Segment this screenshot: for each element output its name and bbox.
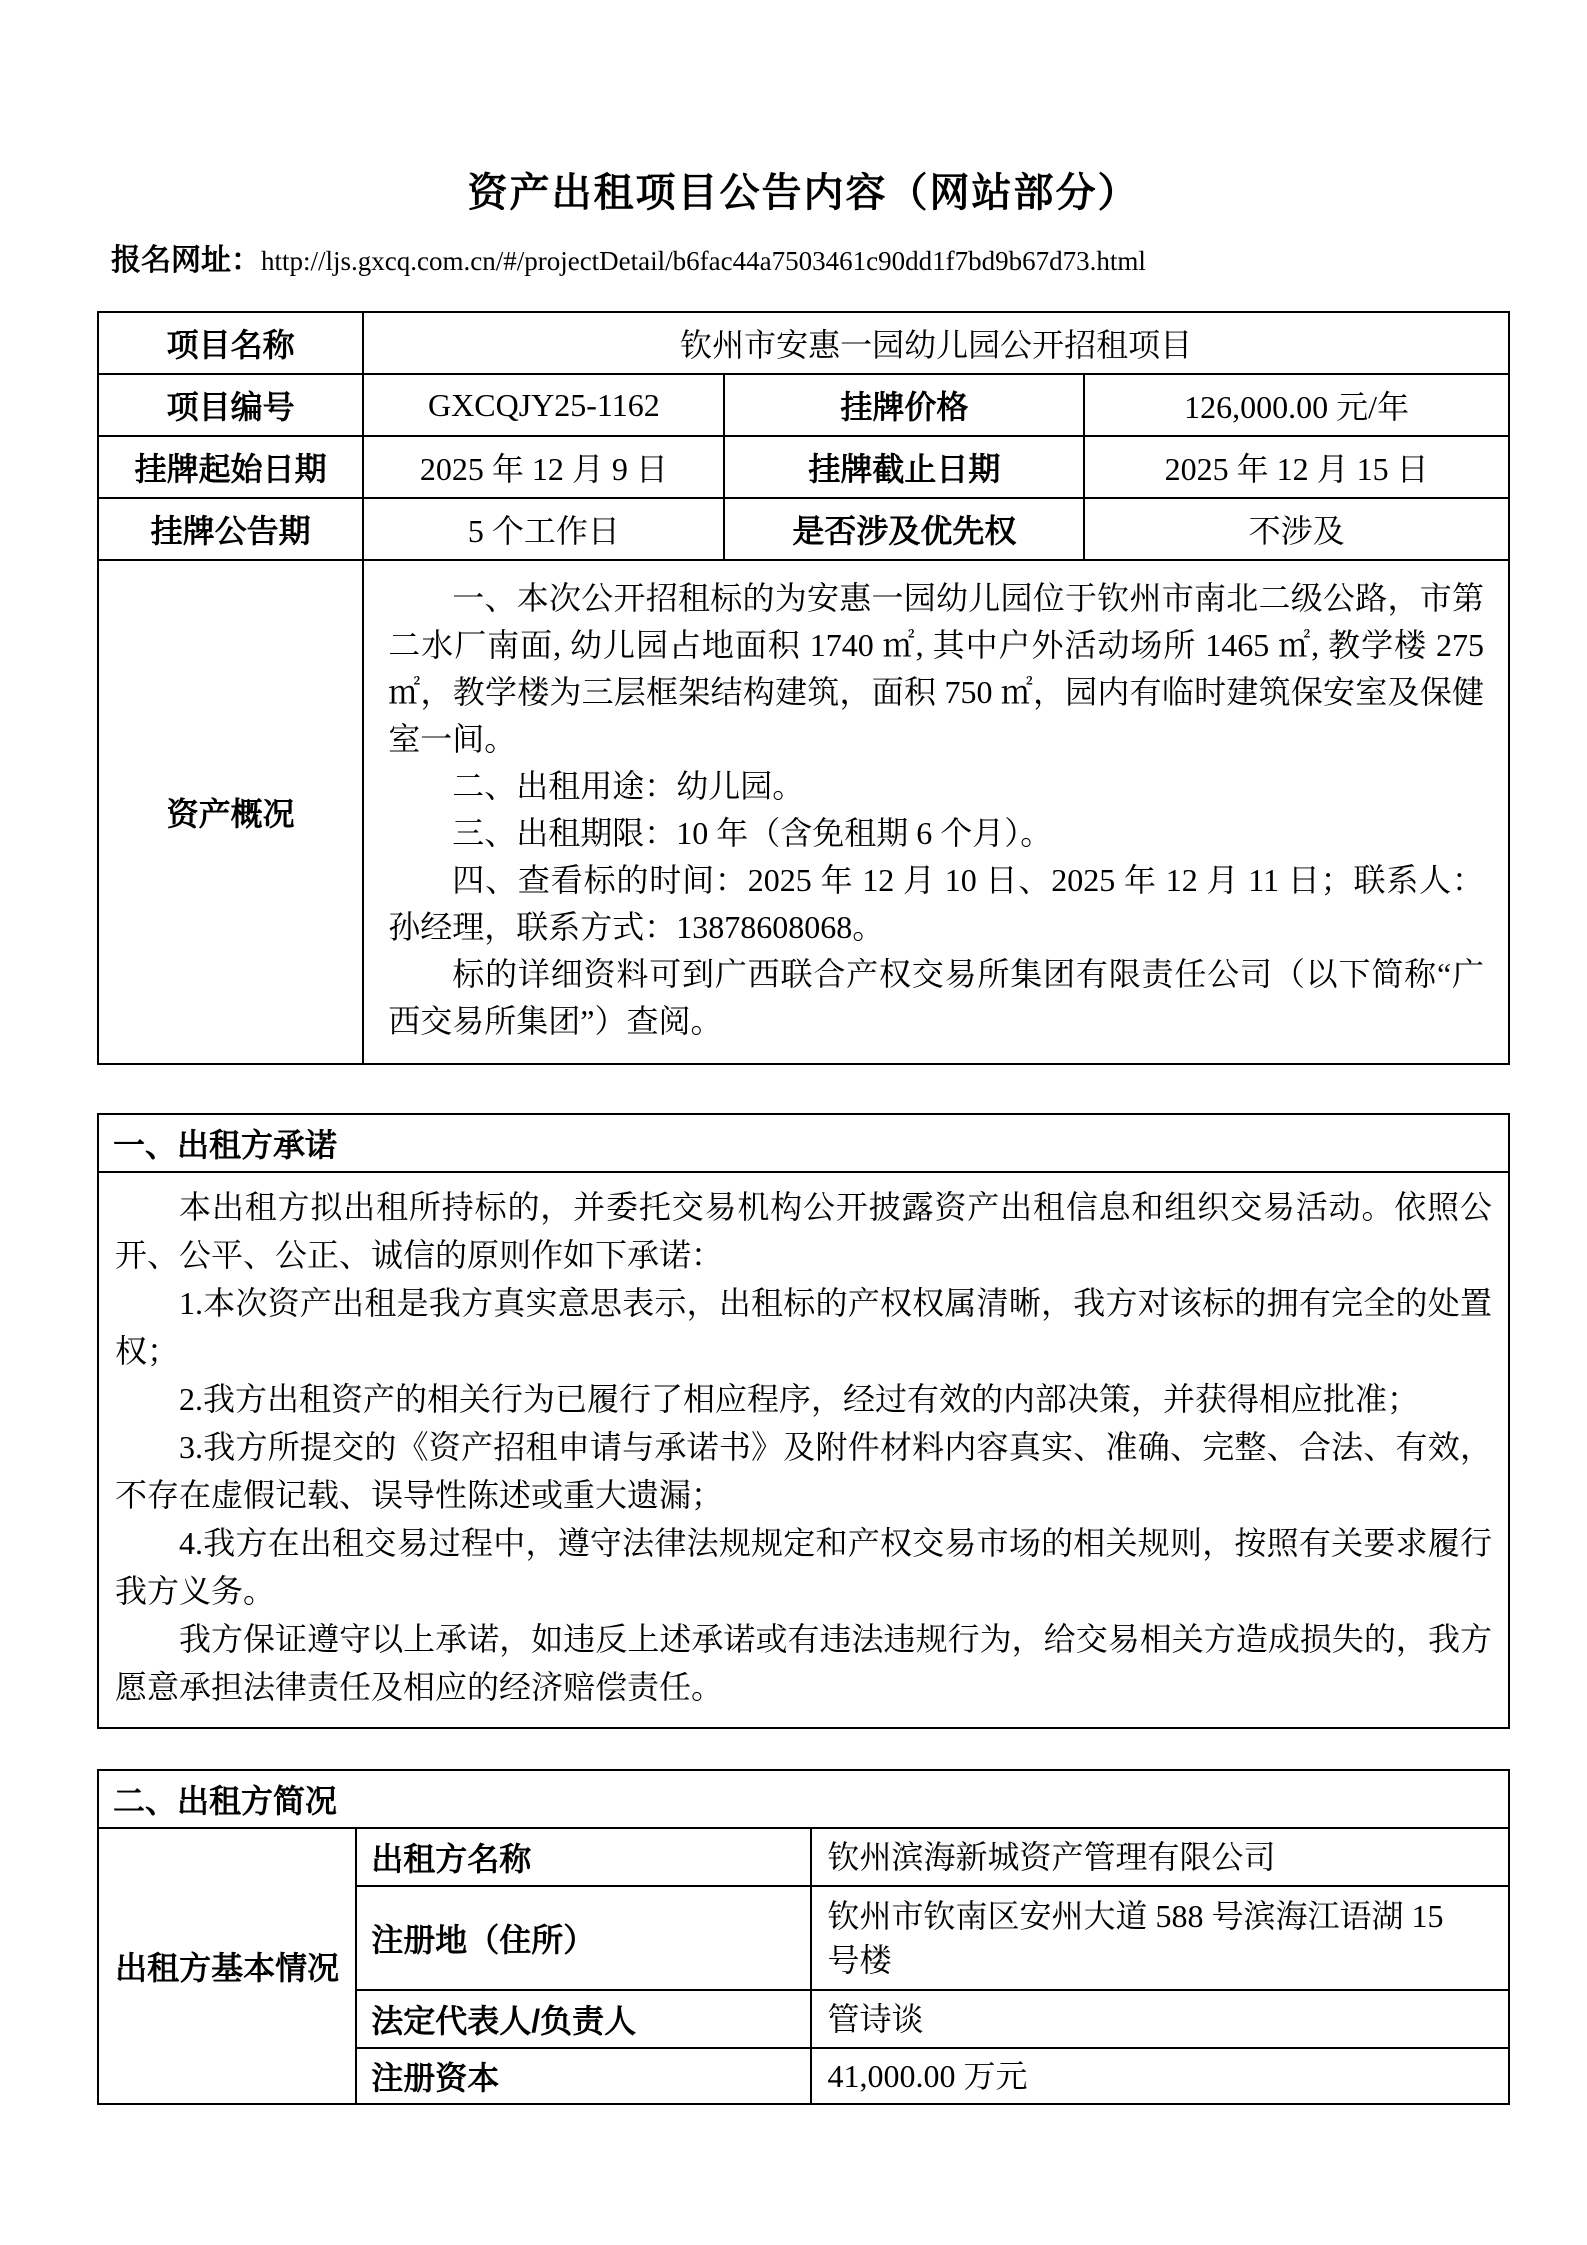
asset-overview-cell bbox=[363, 560, 1509, 1064]
legal-representative-value: 管诗谈 bbox=[811, 1990, 1509, 2048]
commitment-paragraph: 本出租方拟出租所持标的，并委托交易机构公开披露资产出租信息和组织交易活动。依照公开、公平、公正、诚信的原则作如下承诺： bbox=[115, 1189, 1492, 1273]
project-name-label: 项目名称 bbox=[98, 312, 363, 374]
project-code-label: 项目编号 bbox=[98, 374, 363, 436]
table-row bbox=[98, 1172, 1509, 1728]
project-code-value: GXCQJY25-1162 bbox=[363, 374, 724, 436]
table-row bbox=[98, 1114, 1509, 1172]
notice-period-value: 5 个工作日 bbox=[363, 498, 724, 560]
registered-address-value: 钦州市钦南区安州大道 588 号滨海江语湖 15 号楼 bbox=[811, 1886, 1509, 1990]
signup-label: 报名网址： bbox=[111, 244, 261, 277]
listing-end-label: 挂牌截止日期 bbox=[724, 436, 1084, 498]
listing-start-value: 2025 年 12 月 9 日 bbox=[363, 436, 724, 498]
registered-capital-label: 注册资本 bbox=[356, 2048, 810, 2104]
legal-representative-label: 法定代表人/负责人 bbox=[356, 1990, 810, 2048]
asset-overview-paragraph: 三、出租期限：10 年（含免租期 6 个月）。 bbox=[452, 815, 1053, 851]
listing-start-label: 挂牌起始日期 bbox=[98, 436, 363, 498]
asset-overview-label: 资产概况 bbox=[98, 560, 363, 1064]
signup-line bbox=[111, 242, 1510, 281]
table-row bbox=[98, 312, 1509, 374]
asset-overview-paragraph: 标的详细资料可到广西联合产权交易所集团有限责任公司（以下简称“广西交易所集团”）查阅。 bbox=[388, 956, 1484, 1039]
table-row bbox=[98, 374, 1509, 436]
document-title: 资产出租项目公告内容（网站部分） bbox=[467, 170, 1140, 215]
lessor-name-label: 出租方名称 bbox=[356, 1828, 810, 1886]
lessor-basic-info-label: 出租方基本情况 bbox=[98, 1828, 356, 2104]
lessor-commitment-body bbox=[98, 1172, 1509, 1728]
table-row bbox=[98, 498, 1509, 560]
signup-url: http://ljs.gxcq.com.cn/#/projectDetail/b6fac44a7503461c90dd1f7bd9b67d73.html bbox=[261, 246, 1146, 276]
commitment-paragraph: 4.我方在出租交易过程中，遵守法律法规规定和产权交易市场的相关规则，按照有关要求履行我方义务。 bbox=[115, 1525, 1492, 1609]
lessor-name-value: 钦州滨海新城资产管理有限公司 bbox=[811, 1828, 1509, 1886]
registered-capital-value: 41,000.00 万元 bbox=[811, 2048, 1509, 2104]
table-row bbox=[98, 1770, 1509, 1828]
asset-overview-paragraph: 二、出租用途：幼儿园。 bbox=[452, 768, 805, 804]
table-row bbox=[98, 560, 1509, 1064]
project-info-table bbox=[97, 311, 1510, 1065]
lessor-commitment-section bbox=[97, 1113, 1510, 1729]
priority-value: 不涉及 bbox=[1084, 498, 1509, 560]
lessor-profile-section bbox=[97, 1769, 1510, 2105]
project-name-value: 钦州市安惠一园幼儿园公开招租项目 bbox=[363, 312, 1509, 374]
listing-price-label: 挂牌价格 bbox=[724, 374, 1084, 436]
lessor-profile-heading: 二、出租方简况 bbox=[98, 1770, 1509, 1828]
registered-address-label: 注册地（住所） bbox=[356, 1886, 810, 1990]
lessor-commitment-heading: 一、出租方承诺 bbox=[98, 1114, 1509, 1172]
commitment-paragraph: 1.本次资产出租是我方真实意思表示，出租标的产权权属清晰，我方对该标的拥有完全的处置权； bbox=[115, 1285, 1492, 1369]
commitment-paragraph: 我方保证遵守以上承诺，如违反上述承诺或有违法违规行为，给交易相关方造成损失的，我方愿意承担法律责任及相应的经济赔偿责任。 bbox=[115, 1621, 1492, 1705]
listing-end-value: 2025 年 12 月 15 日 bbox=[1084, 436, 1509, 498]
commitment-paragraph: 3.我方所提交的《资产招租申请与承诺书》及附件材料内容真实、准确、完整、合法、有效，不存在虚假记载、误导性陈述或重大遗漏； bbox=[115, 1429, 1492, 1513]
commitment-paragraph: 2.我方出租资产的相关行为已履行了相应程序，经过有效的内部决策，并获得相应批准； bbox=[179, 1381, 1420, 1417]
listing-price-value: 126,000.00 元/年 bbox=[1084, 374, 1509, 436]
table-row bbox=[98, 1828, 1509, 1886]
asset-overview-paragraph: 一、本次公开招租标的为安惠一园幼儿园位于钦州市南北二级公路，市第二水厂南面, 幼儿园占地面积 1740 ㎡, 其中户外活动场所 1465 ㎡, 教学楼 275 ㎡，教学楼为三层框架结构建筑，面积 750 ㎡，园内有临时建筑保安室及保健室一间。 bbox=[388, 580, 1484, 757]
priority-label: 是否涉及优先权 bbox=[724, 498, 1084, 560]
table-row bbox=[98, 436, 1509, 498]
notice-period-label: 挂牌公告期 bbox=[98, 498, 363, 560]
asset-overview-paragraph: 四、查看标的时间：2025 年 12 月 10 日、2025 年 12 月 11 日；联系人：孙经理，联系方式：13878608068。 bbox=[388, 862, 1484, 945]
